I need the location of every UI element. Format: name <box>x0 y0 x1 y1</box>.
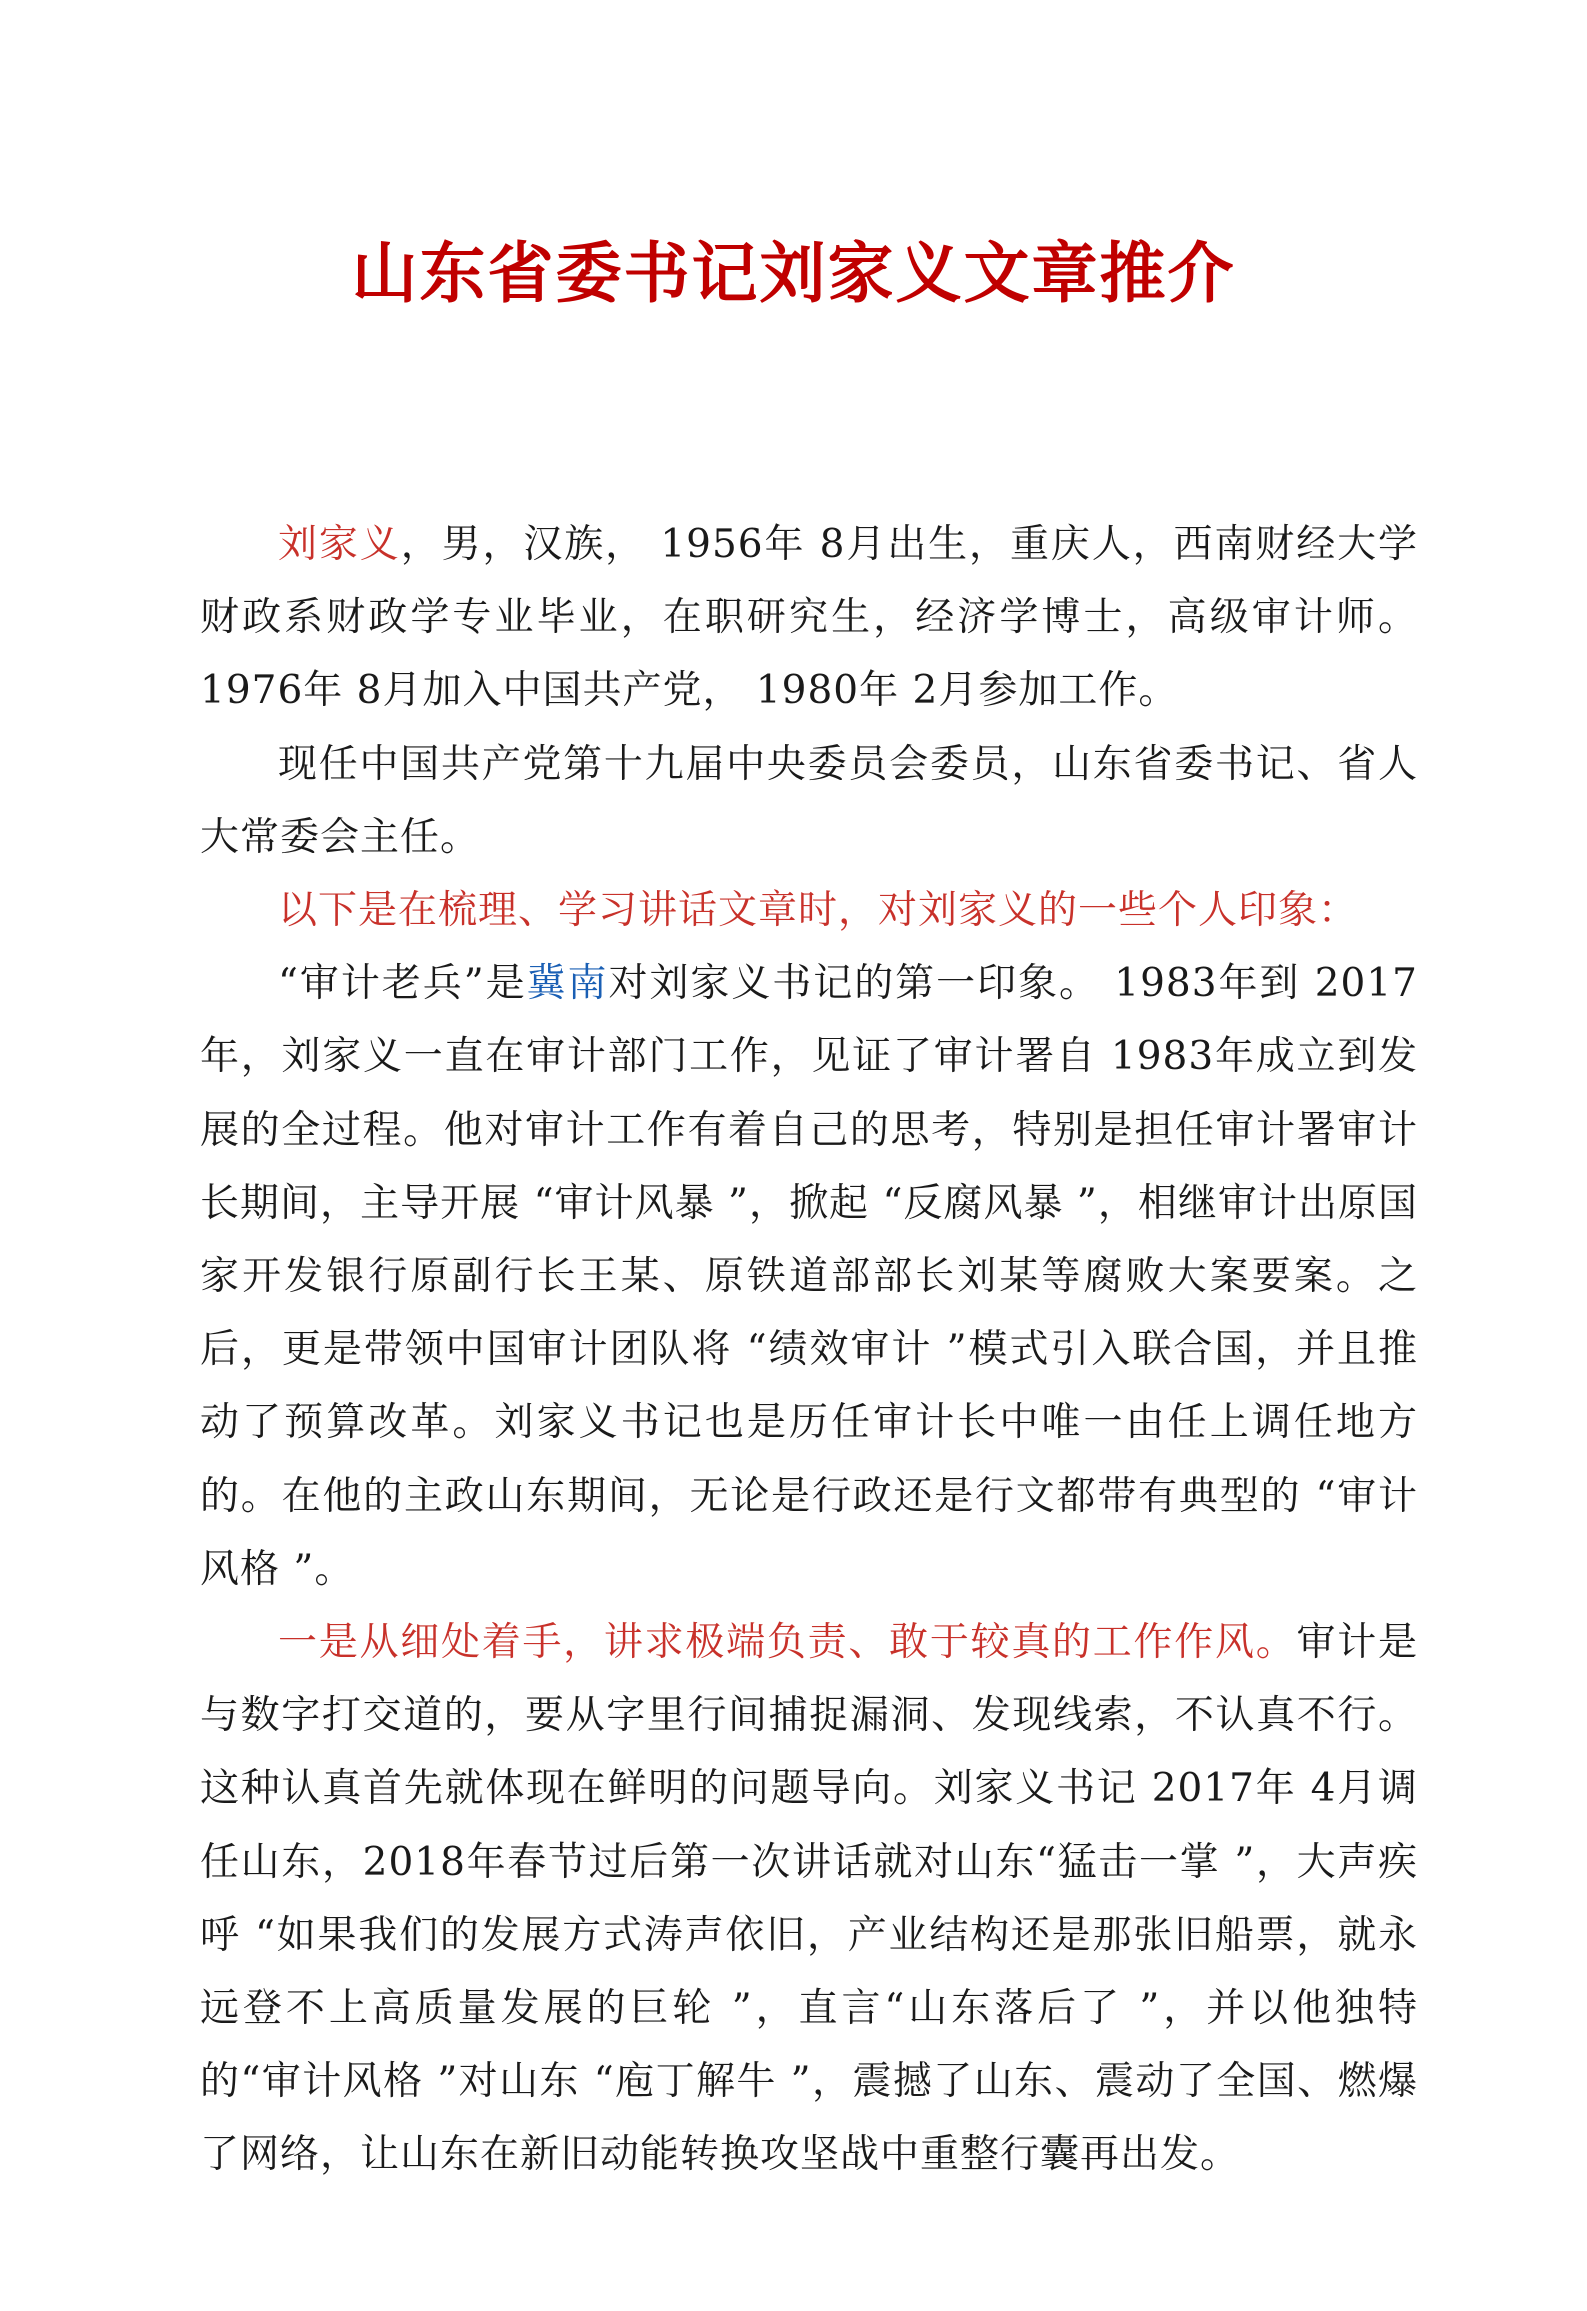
audit-veteran-paragraph <box>200 947 1418 1606</box>
point-one-heading: 一是从细处着手，讲求极端负责、敢于较真的工作作风。 <box>278 1620 1297 1666</box>
page-title: 山东省委书记刘家义文章推介 <box>351 234 1236 312</box>
author-link[interactable]: 冀南 <box>526 961 609 1007</box>
article-body <box>200 508 1418 2192</box>
bio-text: ，男，汉族， 1956年 8月出生，重庆人，西南财经大学财政系财政学专业毕业，在职研究生，经济学博士，高级审计师。 1976年 8月加入中国共产党， 1980年 2月参加工作。 <box>200 522 1418 714</box>
point-one-text: 审计是与数字打交道的，要从字里行间捕捉漏洞、发现线索，不认真不行。这种认真首先就体现在鲜明的问题导向。刘家义书记 2017年 4月调任山东，2018年春节过后第一次讲话就对山东“猛击一掌 ”，大声疾呼 “如果我们的发展方式涛声依旧，产业结构还是那张旧船票，就永远登不上高质量发展的巨轮 ”，直言“山东落后了 ”，并以他独特的“审计风格 ”对山东 “庖丁解牛 ”，震撼了山东、震动了全国、燃爆了网络，让山东在新旧动能转换攻坚战中重整行囊再出发。 <box>200 1620 1418 2178</box>
impressions-heading: 以下是在梳理、学习讲话文章时，对刘家义的一些个人印象： <box>278 888 1359 934</box>
audit-veteran-text: 对刘家义书记的第一印象。 1983年到 2017年，刘家义一直在审计部门工作，见证了审计署自 1983年成立到发展的全过程。他对审计工作有着自己的思考，特别是担任审计署审计长期间，主导开展 “审计风暴 ”，掀起 “反腐风暴 ”，相继审计出原国家开发银行原副行长王某、原铁道部部长刘某等腐败大案要案。之后，更是带领中国审计团队将 “绩效审计 ”模式引入联合国，并且推动了预算改革。刘家义书记也是历任审计长中唯一由任上调任地方的。在他的主政山东期间，无论是行政还是行文都带有典型的 “审计风格 ”。 <box>200 961 1418 1592</box>
person-name: 刘家义 <box>278 522 401 567</box>
audit-veteran-intro: “审计老兵”是 <box>278 961 527 1007</box>
bio-paragraph <box>200 508 1418 728</box>
point-one-paragraph <box>200 1606 1418 2192</box>
position-paragraph: 现任中国共产党第十九届中央委员会委员，山东省委书记、省人大常委会主任。 <box>200 741 1418 860</box>
